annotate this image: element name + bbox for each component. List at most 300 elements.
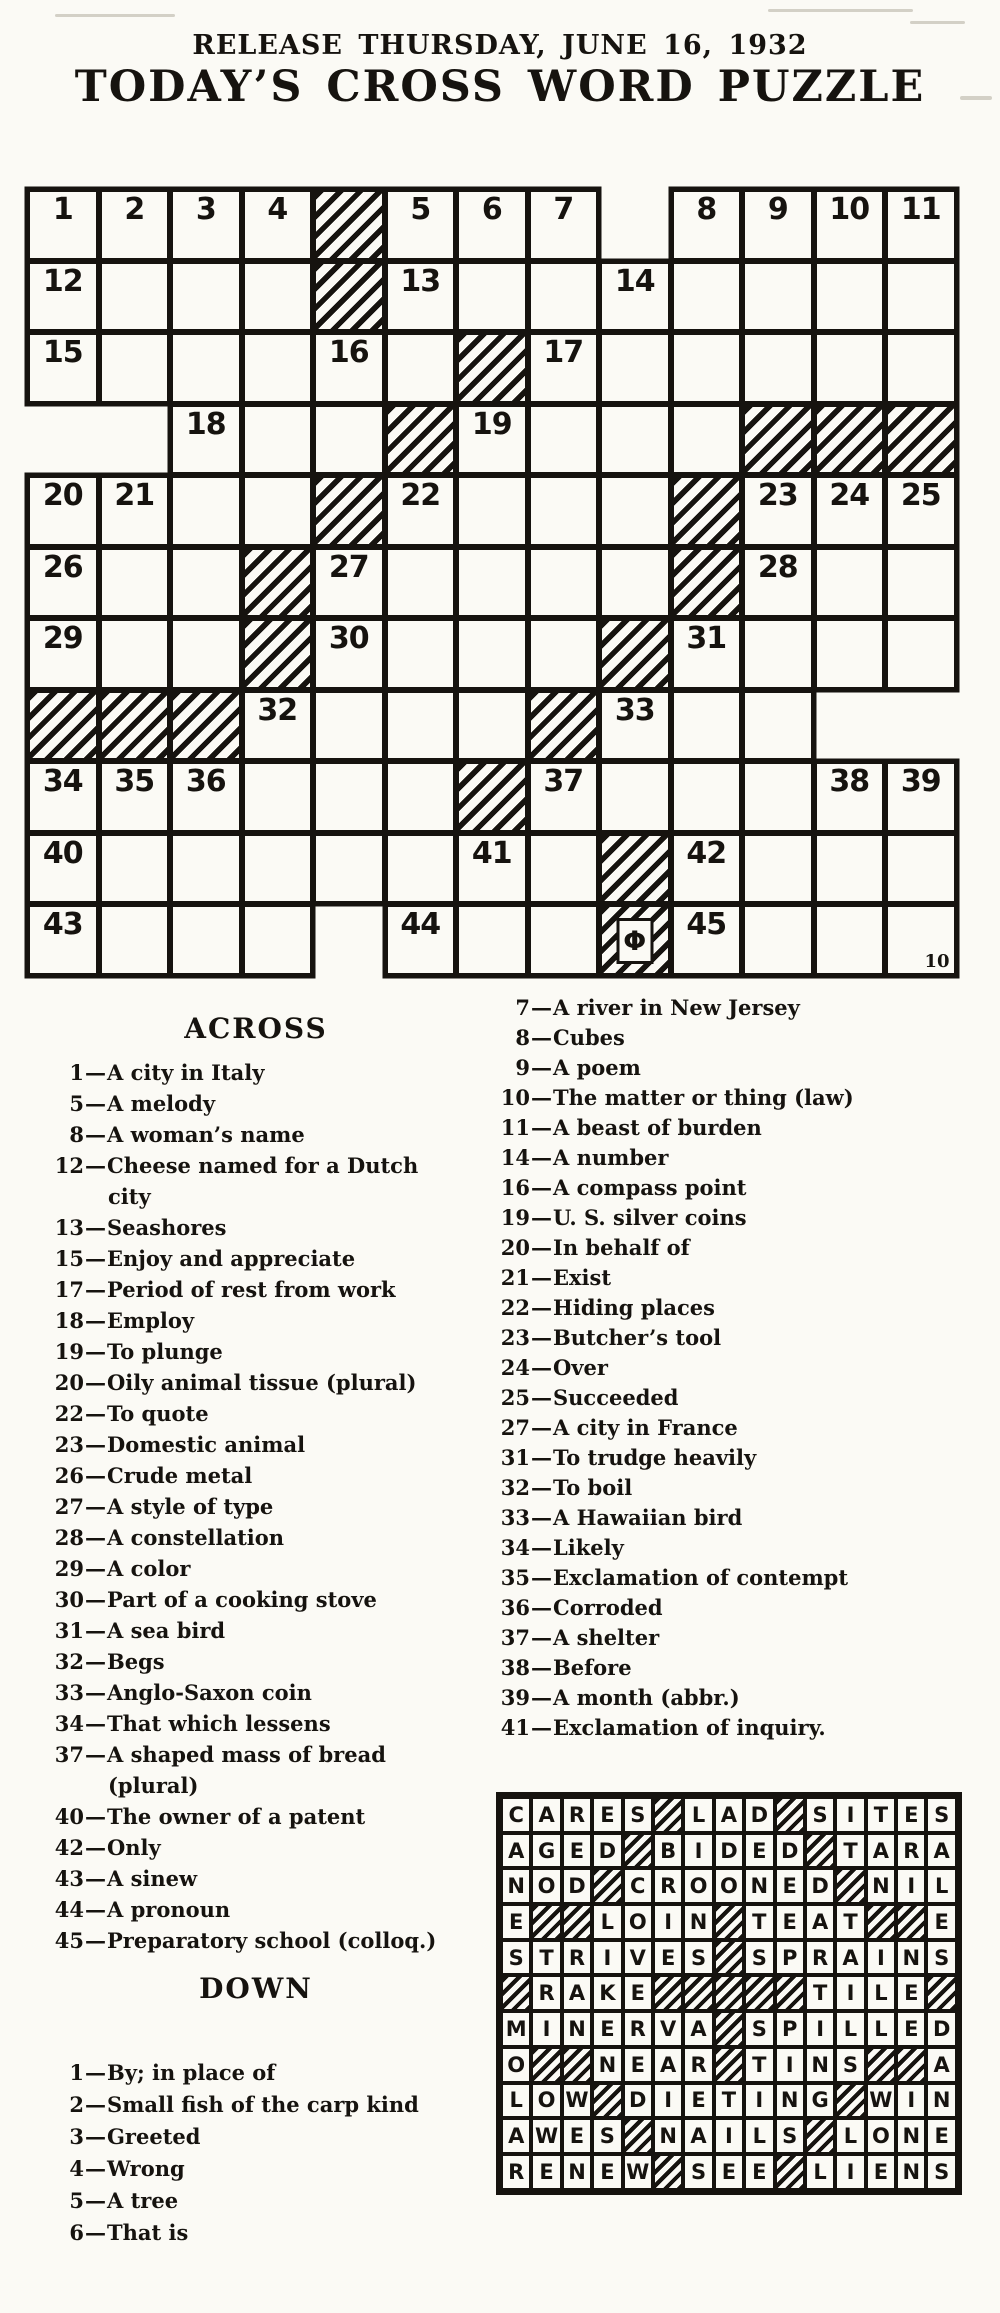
clue-dash: — — [85, 1246, 106, 1271]
letter-cell — [170, 833, 242, 905]
solution-letter-cell: I — [592, 1940, 622, 1976]
down-clue-list-continued — [496, 993, 982, 1743]
solution-block-cell — [896, 2047, 926, 2083]
cell-number: 22 — [400, 478, 441, 513]
clue-text: A tree — [107, 2188, 179, 2213]
clue-text: Exist — [553, 1265, 612, 1290]
letter-cell — [742, 618, 814, 690]
clue-text: Before — [553, 1655, 632, 1680]
cell-number: 37 — [543, 764, 584, 799]
solution-letter-cell: D — [592, 1833, 622, 1869]
scan-artifact — [55, 14, 175, 17]
clue-text: A shelter — [553, 1625, 660, 1650]
solution-letter-cell: I — [744, 2083, 774, 2119]
clue-item — [50, 1615, 462, 1646]
solution-letter-cell: V — [623, 1940, 653, 1976]
letter-cell — [456, 475, 528, 547]
solution-block-cell — [653, 1975, 683, 2011]
clue-item — [50, 1057, 462, 1088]
clue-text: Oily animal tissue (plural) — [107, 1370, 417, 1395]
clue-number: 2 — [69, 2092, 84, 2117]
solution-letter-cell: W — [623, 2154, 653, 2190]
letter-cell — [99, 904, 171, 976]
clue-text: Period of rest from work — [107, 1277, 396, 1302]
black-cell — [456, 332, 528, 404]
solution-block-cell — [683, 1975, 713, 2011]
solution-letter-cell: E — [775, 1904, 805, 1940]
clue-number: 26 — [54, 1463, 84, 1488]
clue-text: Exclamation of contempt — [553, 1565, 849, 1590]
solution-letter-cell: E — [592, 2011, 622, 2047]
letter-cell — [170, 761, 242, 833]
solution-letter-cell: I — [805, 2011, 835, 2047]
clue-number: 13 — [54, 1215, 84, 1240]
cell-number: 17 — [543, 335, 584, 370]
solution-letter-cell: E — [501, 1904, 531, 1940]
clue-number: 10 — [500, 1085, 530, 1110]
solution-letter-cell: D — [562, 1868, 592, 1904]
letter-cell — [456, 904, 528, 976]
solution-letter-cell: I — [653, 2083, 683, 2119]
clue-text: A Hawaiian bird — [553, 1505, 743, 1530]
black-cell — [885, 404, 957, 476]
cell-number: 26 — [42, 549, 83, 585]
solution-letter-cell: O — [531, 2083, 561, 2119]
solution-block-cell — [866, 2047, 896, 2083]
clue-number: 8 — [69, 1122, 84, 1147]
clue-dash: — — [531, 1685, 552, 1710]
clue-item — [50, 1584, 462, 1615]
solution-letter-cell: N — [805, 2047, 835, 2083]
letter-cell — [385, 547, 457, 619]
solution-letter-cell: E — [683, 2083, 713, 2119]
solution-letter-cell: C — [623, 1868, 653, 1904]
solution-letter-cell: L — [744, 2118, 774, 2154]
solution-letter-cell: R — [531, 1975, 561, 2011]
clue-number: 43 — [54, 1866, 84, 1891]
clue-number: 12 — [54, 1153, 84, 1178]
grid-gap — [313, 904, 385, 976]
letter-cell — [528, 761, 600, 833]
solution-letter-cell: N — [592, 2047, 622, 2083]
letter-cell — [313, 761, 385, 833]
clue-item — [496, 1023, 982, 1053]
clue-dash: — — [85, 2220, 106, 2245]
clue-item — [496, 1623, 982, 1653]
solution-letter-cell: T — [835, 1833, 865, 1869]
black-cell — [99, 690, 171, 762]
clue-column-right — [496, 993, 982, 1743]
clue-number: 22 — [54, 1401, 84, 1426]
cell-number: 1 — [52, 192, 73, 227]
letter-cell — [456, 618, 528, 690]
solution-letter-cell: S — [926, 2154, 956, 2190]
clue-text: Hiding places — [553, 1295, 715, 1320]
solution-block-cell — [926, 1975, 956, 2011]
clue-text: In behalf of — [553, 1235, 690, 1260]
letter-cell — [242, 189, 314, 261]
clue-item — [50, 2089, 462, 2121]
letter-cell — [599, 261, 671, 333]
clue-number: 20 — [500, 1235, 530, 1260]
clue-item — [50, 1119, 462, 1150]
letter-cell — [528, 332, 600, 404]
solution-block-cell — [531, 1904, 561, 1940]
letter-cell — [27, 189, 99, 261]
letter-cell — [27, 547, 99, 619]
clue-dash: — — [85, 1091, 106, 1116]
letter-cell — [885, 475, 957, 547]
down-heading: DOWN — [199, 1972, 313, 2005]
letter-cell — [170, 189, 242, 261]
solution-letter-cell: L — [501, 2083, 531, 2119]
clue-number: 34 — [500, 1535, 530, 1560]
clue-text: A color — [107, 1556, 191, 1581]
solution-letter-cell: S — [683, 2154, 713, 2190]
letter-cell — [599, 332, 671, 404]
letter-cell — [99, 618, 171, 690]
clue-number: 45 — [54, 1928, 84, 1953]
clue-item — [50, 1894, 462, 1925]
solution-letter-cell: R — [653, 1868, 683, 1904]
clue-item — [496, 1173, 982, 1203]
solution-letter-cell: O — [683, 1868, 713, 1904]
letter-cell — [528, 904, 600, 976]
clue-dash: — — [531, 1115, 552, 1140]
cell-number: 16 — [328, 335, 369, 370]
letter-cell — [242, 332, 314, 404]
solution-letter-cell: A — [683, 2011, 713, 2047]
clue-dash: — — [531, 1145, 552, 1170]
clue-text: Begs — [107, 1649, 165, 1674]
solution-letter-cell: D — [744, 1797, 774, 1833]
clue-number: 9 — [515, 1055, 530, 1080]
cell-number: 5 — [410, 192, 431, 227]
solution-letter-cell: T — [531, 1940, 561, 1976]
solution-letter-cell: O — [623, 1904, 653, 1940]
letter-cell — [313, 833, 385, 905]
clue-dash: — — [85, 1804, 106, 1829]
solution-letter-cell: S — [592, 2118, 622, 2154]
letter-cell — [313, 547, 385, 619]
clue-text: A melody — [107, 1091, 216, 1116]
letter-cell — [814, 904, 886, 976]
clue-dash: — — [85, 1401, 106, 1426]
clue-dash: — — [85, 2092, 106, 2117]
letter-cell — [27, 332, 99, 404]
clue-item — [50, 1150, 462, 1212]
solution-block-cell — [714, 2047, 744, 2083]
clue-item — [50, 1646, 462, 1677]
solution-letter-cell: G — [531, 1833, 561, 1869]
solution-letter-cell: A — [805, 1904, 835, 1940]
letter-cell — [170, 904, 242, 976]
letter-cell — [385, 690, 457, 762]
clue-number: 32 — [500, 1475, 530, 1500]
letter-cell — [456, 690, 528, 762]
solution-letter-cell: A — [501, 2118, 531, 2154]
clue-text: That is — [107, 2220, 189, 2245]
cell-number: 39 — [900, 764, 941, 799]
cell-number: 6 — [481, 192, 502, 227]
clue-dash: — — [85, 1215, 106, 1240]
cell-number: 21 — [114, 478, 155, 513]
clue-dash: — — [85, 1277, 106, 1302]
clue-dash: — — [531, 1055, 552, 1080]
solution-letter-cell: E — [896, 1975, 926, 2011]
clue-dash: — — [85, 2124, 106, 2149]
clue-dash: — — [531, 1415, 552, 1440]
clue-text: Likely — [553, 1535, 624, 1560]
solution-letter-cell: R — [562, 1940, 592, 1976]
clue-dash: — — [531, 1505, 552, 1530]
clue-item — [50, 1429, 462, 1460]
clue-number: 6 — [69, 2220, 84, 2245]
solution-letter-cell: E — [744, 2154, 774, 2190]
clue-item — [496, 1203, 982, 1233]
letter-cell — [456, 189, 528, 261]
solution-block-cell — [714, 1975, 744, 2011]
clue-text: A shaped mass of bread (plural) — [107, 1742, 386, 1798]
letter-cell — [742, 475, 814, 547]
clue-text: A river in New Jersey — [553, 995, 800, 1020]
solution-letter-cell: D — [775, 1833, 805, 1869]
clue-number: 44 — [54, 1897, 84, 1922]
letter-cell — [814, 833, 886, 905]
clue-dash: — — [85, 1122, 106, 1147]
clue-dash: — — [531, 995, 552, 1020]
clue-item — [50, 1522, 462, 1553]
clue-number: 30 — [54, 1587, 84, 1612]
clue-text: Greeted — [107, 2124, 201, 2149]
solution-letter-cell: T — [866, 1797, 896, 1833]
letter-cell — [528, 833, 600, 905]
clue-dash: — — [85, 1711, 106, 1736]
clue-text: A city in France — [553, 1415, 738, 1440]
letter-cell — [885, 332, 957, 404]
black-cell — [313, 189, 385, 261]
solution-letter-cell: L — [805, 2154, 835, 2190]
cell-number: 11 — [900, 192, 941, 227]
clue-item — [50, 1832, 462, 1863]
letter-cell — [742, 690, 814, 762]
cell-number: 10 — [829, 192, 870, 227]
letter-cell — [385, 904, 457, 976]
clue-item — [496, 1563, 982, 1593]
letter-cell — [742, 761, 814, 833]
clue-number: 31 — [500, 1445, 530, 1470]
solution-letter-cell: I — [683, 1833, 713, 1869]
letter-cell — [242, 404, 314, 476]
cell-number: 8 — [696, 192, 717, 227]
cell-number: 27 — [328, 549, 369, 585]
black-cell — [671, 475, 743, 547]
solution-letter-cell: A — [653, 2047, 683, 2083]
solution-letter-cell: I — [653, 1904, 683, 1940]
clue-text: Crude metal — [107, 1463, 253, 1488]
clue-dash: — — [531, 1175, 552, 1200]
clue-item — [496, 1143, 982, 1173]
solution-letter-cell: E — [531, 2154, 561, 2190]
clue-dash: — — [531, 1235, 552, 1260]
solution-block-cell — [835, 1868, 865, 1904]
solution-letter-cell: W — [531, 2118, 561, 2154]
clue-dash: — — [531, 1385, 552, 1410]
clue-number: 19 — [500, 1205, 530, 1230]
letter-cell — [456, 404, 528, 476]
solution-letter-cell: I — [835, 1975, 865, 2011]
clue-item — [50, 2217, 462, 2249]
letter-cell — [99, 833, 171, 905]
cell-number: 40 — [42, 835, 83, 871]
clue-number: 4 — [69, 2156, 84, 2181]
clue-text: A sea bird — [107, 1618, 226, 1643]
solution-letter-cell: D — [805, 1868, 835, 1904]
solution-letter-cell: N — [866, 1868, 896, 1904]
solution-letter-cell: D — [926, 2011, 956, 2047]
letter-cell — [456, 833, 528, 905]
solution-letter-cell: W — [866, 2083, 896, 2119]
letter-cell — [671, 261, 743, 333]
solution-letter-cell: S — [775, 2118, 805, 2154]
clue-number: 37 — [500, 1625, 530, 1650]
solution-letter-cell: R — [501, 2154, 531, 2190]
letter-cell — [27, 761, 99, 833]
clue-number: 25 — [500, 1385, 530, 1410]
letter-cell — [599, 404, 671, 476]
solution-letter-cell: E — [623, 1975, 653, 2011]
solution-block-cell — [562, 2047, 592, 2083]
letter-cell — [385, 332, 457, 404]
clue-number: 24 — [500, 1355, 530, 1380]
clue-number: 1 — [69, 1060, 84, 1085]
solution-letter-cell: N — [896, 1940, 926, 1976]
solution-letter-cell: S — [835, 2047, 865, 2083]
clue-text: A compass point — [553, 1175, 747, 1200]
across-heading: ACROSS — [184, 1012, 328, 1045]
grid-gap — [599, 189, 671, 261]
clue-number: 16 — [500, 1175, 530, 1200]
clue-number: 14 — [500, 1145, 530, 1170]
clue-text: Over — [553, 1355, 608, 1380]
letter-cell — [742, 189, 814, 261]
cell-number: 3 — [195, 192, 216, 227]
solution-letter-cell: L — [866, 2011, 896, 2047]
solution-letter-cell: W — [562, 2083, 592, 2119]
clue-dash: — — [531, 1535, 552, 1560]
clue-number: 37 — [54, 1742, 84, 1767]
solution-block-cell — [775, 1975, 805, 2011]
clue-item — [496, 1533, 982, 1563]
clue-number: 35 — [500, 1565, 530, 1590]
letter-cell — [385, 618, 457, 690]
cell-number: 24 — [829, 478, 870, 513]
solution-letter-cell: E — [562, 1833, 592, 1869]
cell-number: 30 — [328, 621, 369, 656]
cell-number: 15 — [42, 335, 83, 370]
clue-text: Corroded — [553, 1595, 663, 1620]
clue-dash: — — [85, 1618, 106, 1643]
solution-letter-cell: K — [592, 1975, 622, 2011]
letter-cell — [242, 261, 314, 333]
clue-text: A pronoun — [107, 1897, 231, 1922]
black-cell — [599, 904, 671, 976]
clue-item — [496, 1383, 982, 1413]
letter-cell — [170, 261, 242, 333]
clue-dash: — — [531, 1445, 552, 1470]
clue-number: 21 — [500, 1265, 530, 1290]
cell-number: 44 — [400, 907, 441, 942]
letter-cell — [313, 404, 385, 476]
cell-number: 19 — [471, 406, 512, 442]
black-cell — [313, 261, 385, 333]
solution-letter-cell: E — [623, 2047, 653, 2083]
letter-cell — [671, 761, 743, 833]
solution-letter-cell: N — [775, 2083, 805, 2119]
solution-letter-cell: S — [805, 1797, 835, 1833]
clue-number: 38 — [500, 1655, 530, 1680]
clue-text: A city in Italy — [107, 1060, 265, 1085]
solution-letter-cell: O — [531, 1868, 561, 1904]
crossword-grid — [27, 189, 957, 976]
clue-text: To quote — [107, 1401, 209, 1426]
clue-text: That which lessens — [107, 1711, 331, 1736]
solution-letter-cell: G — [805, 2083, 835, 2119]
letter-cell — [885, 761, 957, 833]
letter-cell — [528, 547, 600, 619]
cell-number: 29 — [42, 621, 83, 656]
cell-number: 7 — [553, 192, 574, 227]
solution-letter-cell: O — [866, 2118, 896, 2154]
cell-number: 23 — [757, 478, 798, 513]
solution-letter-cell: E — [926, 2118, 956, 2154]
clue-text: A number — [553, 1145, 669, 1170]
solution-block-cell — [775, 1797, 805, 1833]
solution-block-cell — [775, 2154, 805, 2190]
solution-letter-cell: O — [501, 2047, 531, 2083]
clue-number: 27 — [54, 1494, 84, 1519]
clue-item — [50, 2057, 462, 2089]
clue-item — [496, 1293, 982, 1323]
grid-gap — [814, 690, 886, 762]
letter-cell — [385, 833, 457, 905]
clue-number: 20 — [54, 1370, 84, 1395]
clue-text: To plunge — [107, 1339, 223, 1364]
clue-dash: — — [85, 1742, 106, 1767]
clue-item — [496, 1713, 982, 1743]
clue-number: 1 — [69, 2060, 84, 2085]
cell-number: 32 — [257, 692, 298, 728]
clue-number: 5 — [69, 1091, 84, 1116]
page-number-mark: 10 — [924, 950, 950, 972]
scan-artifact — [768, 9, 913, 12]
cell-number: 43 — [42, 907, 83, 942]
clue-dash: — — [85, 1866, 106, 1891]
letter-cell — [599, 690, 671, 762]
cell-number: 18 — [185, 406, 226, 442]
clue-item — [496, 1503, 982, 1533]
letter-cell — [385, 761, 457, 833]
clue-dash: — — [531, 1715, 552, 1740]
clue-item — [50, 1925, 462, 1956]
clue-dash: — — [531, 1265, 552, 1290]
solution-letter-cell: S — [744, 1940, 774, 1976]
black-cell — [242, 547, 314, 619]
solution-letter-cell: A — [714, 1797, 744, 1833]
clue-dash: — — [531, 1595, 552, 1620]
letter-cell — [528, 475, 600, 547]
clue-number: 36 — [500, 1595, 530, 1620]
